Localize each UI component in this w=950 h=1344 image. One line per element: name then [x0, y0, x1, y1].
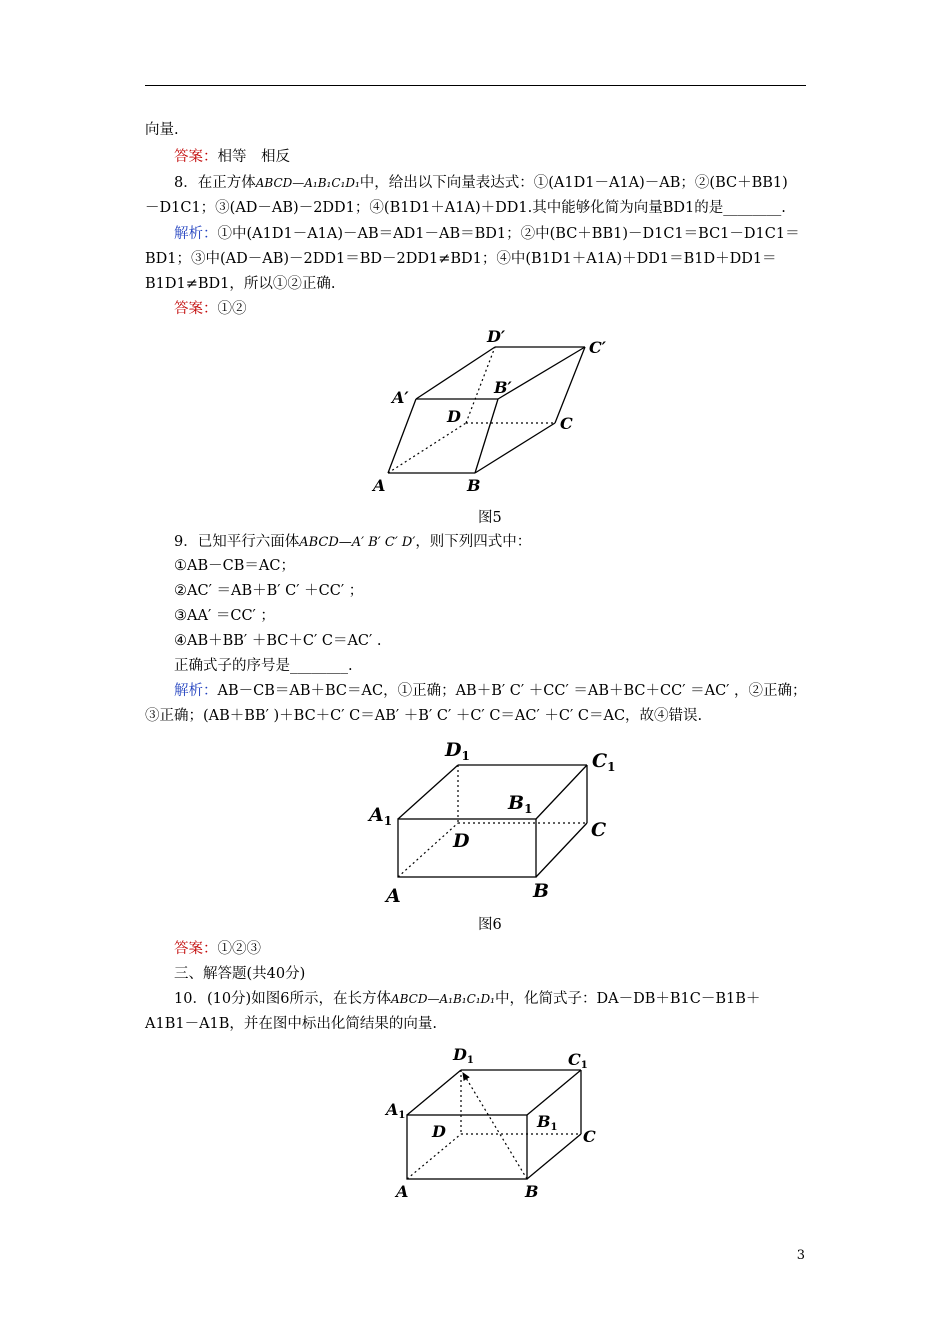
analysis-9: 解析：AB－CB＝AB＋BC＝AC，①正确；AB＋B′ C′ ＋CC′ ＝AB＋BC＋CC′ ＝AC′ ，②正确； [174, 683, 807, 699]
page-number: 3 [796, 1248, 805, 1263]
label-C1: C′ [589, 338, 606, 357]
label-A: A [373, 476, 386, 495]
label-D: D [453, 830, 470, 852]
label-D: D [447, 407, 461, 426]
label-B: B [467, 476, 481, 495]
label-B: B [533, 880, 550, 902]
question-8: 8．在正方体ABCD—A₁B₁C₁D₁中，给出以下向量表达式：①(A1D1－A1A)－AB；②(BC＋BB1) [174, 175, 788, 191]
answer-8: 答案：①② [174, 301, 247, 317]
analysis-8-cont: BD1；③中(AD－AB)－2DD1＝BD－2DD1≠BD1；④中(B1D1＋A1A)＋DD1＝B1D＋DD1＝ [145, 251, 777, 267]
label-B1: B1 [537, 1112, 558, 1133]
answer-9: 答案：①②③ [174, 941, 261, 957]
answer-label: 答案： [174, 301, 218, 317]
label-D1: D1 [453, 1045, 474, 1066]
question-9: 9．已知平行六面体ABCD—A′ B′ C′ D′，则下列四式中： [174, 534, 532, 550]
analysis-8-cont: B1D1≠BD1，所以①②正确. [145, 276, 336, 292]
answer-line: 答案：相等 相反 [174, 149, 290, 165]
analysis-9-cont: ③正确；(AB＋BB′ )＋BC＋C′ C＝AB′ ＋B′ C′ ＋C′ C＝AC′ ＋C′ C＝AC，故④错误. [145, 708, 703, 724]
answer-label: 答案： [174, 941, 218, 957]
label-B1: B′ [494, 378, 512, 397]
option-1: ①AB－CB＝AC； [174, 558, 295, 574]
option-2: ②AC′ ＝AB＋B′ C′ ＋CC′ ； [174, 583, 364, 599]
analysis-label: 解析： [174, 226, 218, 242]
figure-6 [365, 735, 625, 910]
figure-7 [380, 1045, 620, 1205]
figure-6-caption: 图6 [478, 917, 502, 933]
label-C: C [583, 1127, 596, 1146]
label-A1: A′ [392, 388, 409, 407]
question-10: 10．(10分)如图6所示，在长方体ABCD—A₁B₁C₁D₁中，化简式子：DA－DB＋B1C－B1B＋ [174, 991, 761, 1007]
label-A: A [386, 885, 401, 907]
label-B: B [525, 1182, 539, 1201]
label-C: C [591, 819, 607, 841]
option-4: ④AB＋BB′ ＋BC＋C′ C＝AC′ . [174, 633, 382, 649]
label-D1: $D_1$ [445, 739, 470, 763]
analysis-label: 解析： [174, 683, 218, 699]
text-line: 向量. [145, 122, 179, 138]
label-C: C [560, 414, 573, 433]
option-3: ③AA′ ＝CC′ ； [174, 608, 275, 624]
label-D: D [432, 1122, 446, 1141]
label-A: A [396, 1182, 409, 1201]
label-D1: D′ [487, 327, 506, 346]
label-C1: C1 [568, 1050, 588, 1071]
question-9-blank: 正确式子的序号是________. [174, 658, 353, 674]
label-C1: $C_1$ [592, 750, 616, 774]
figure-5-caption: 图5 [478, 510, 502, 526]
section-heading: 三、解答题(共40分) [174, 966, 306, 982]
question-8-cont: －D1C1；③(AD－AB)－2DD1；④(B1D1＋A1A)＋DD1.其中能够化简为向量BD1的是________. [145, 200, 786, 216]
label-B1: $B_1$ [508, 792, 533, 816]
header-rule [145, 85, 806, 86]
label-A1: A1 [386, 1100, 406, 1121]
question-10-cont: A1B1－A1B，并在图中标出化简结果的向量. [145, 1016, 438, 1032]
label-A1: $A_1$ [369, 804, 393, 828]
answer-label: 答案： [174, 149, 218, 165]
figure-5 [370, 325, 630, 500]
analysis-8: 解析：①中(A1D1－A1A)－AB＝AD1－AB＝BD1；②中(BC＋BB1)－D1C1＝BC1－D1C1＝ [174, 226, 800, 242]
